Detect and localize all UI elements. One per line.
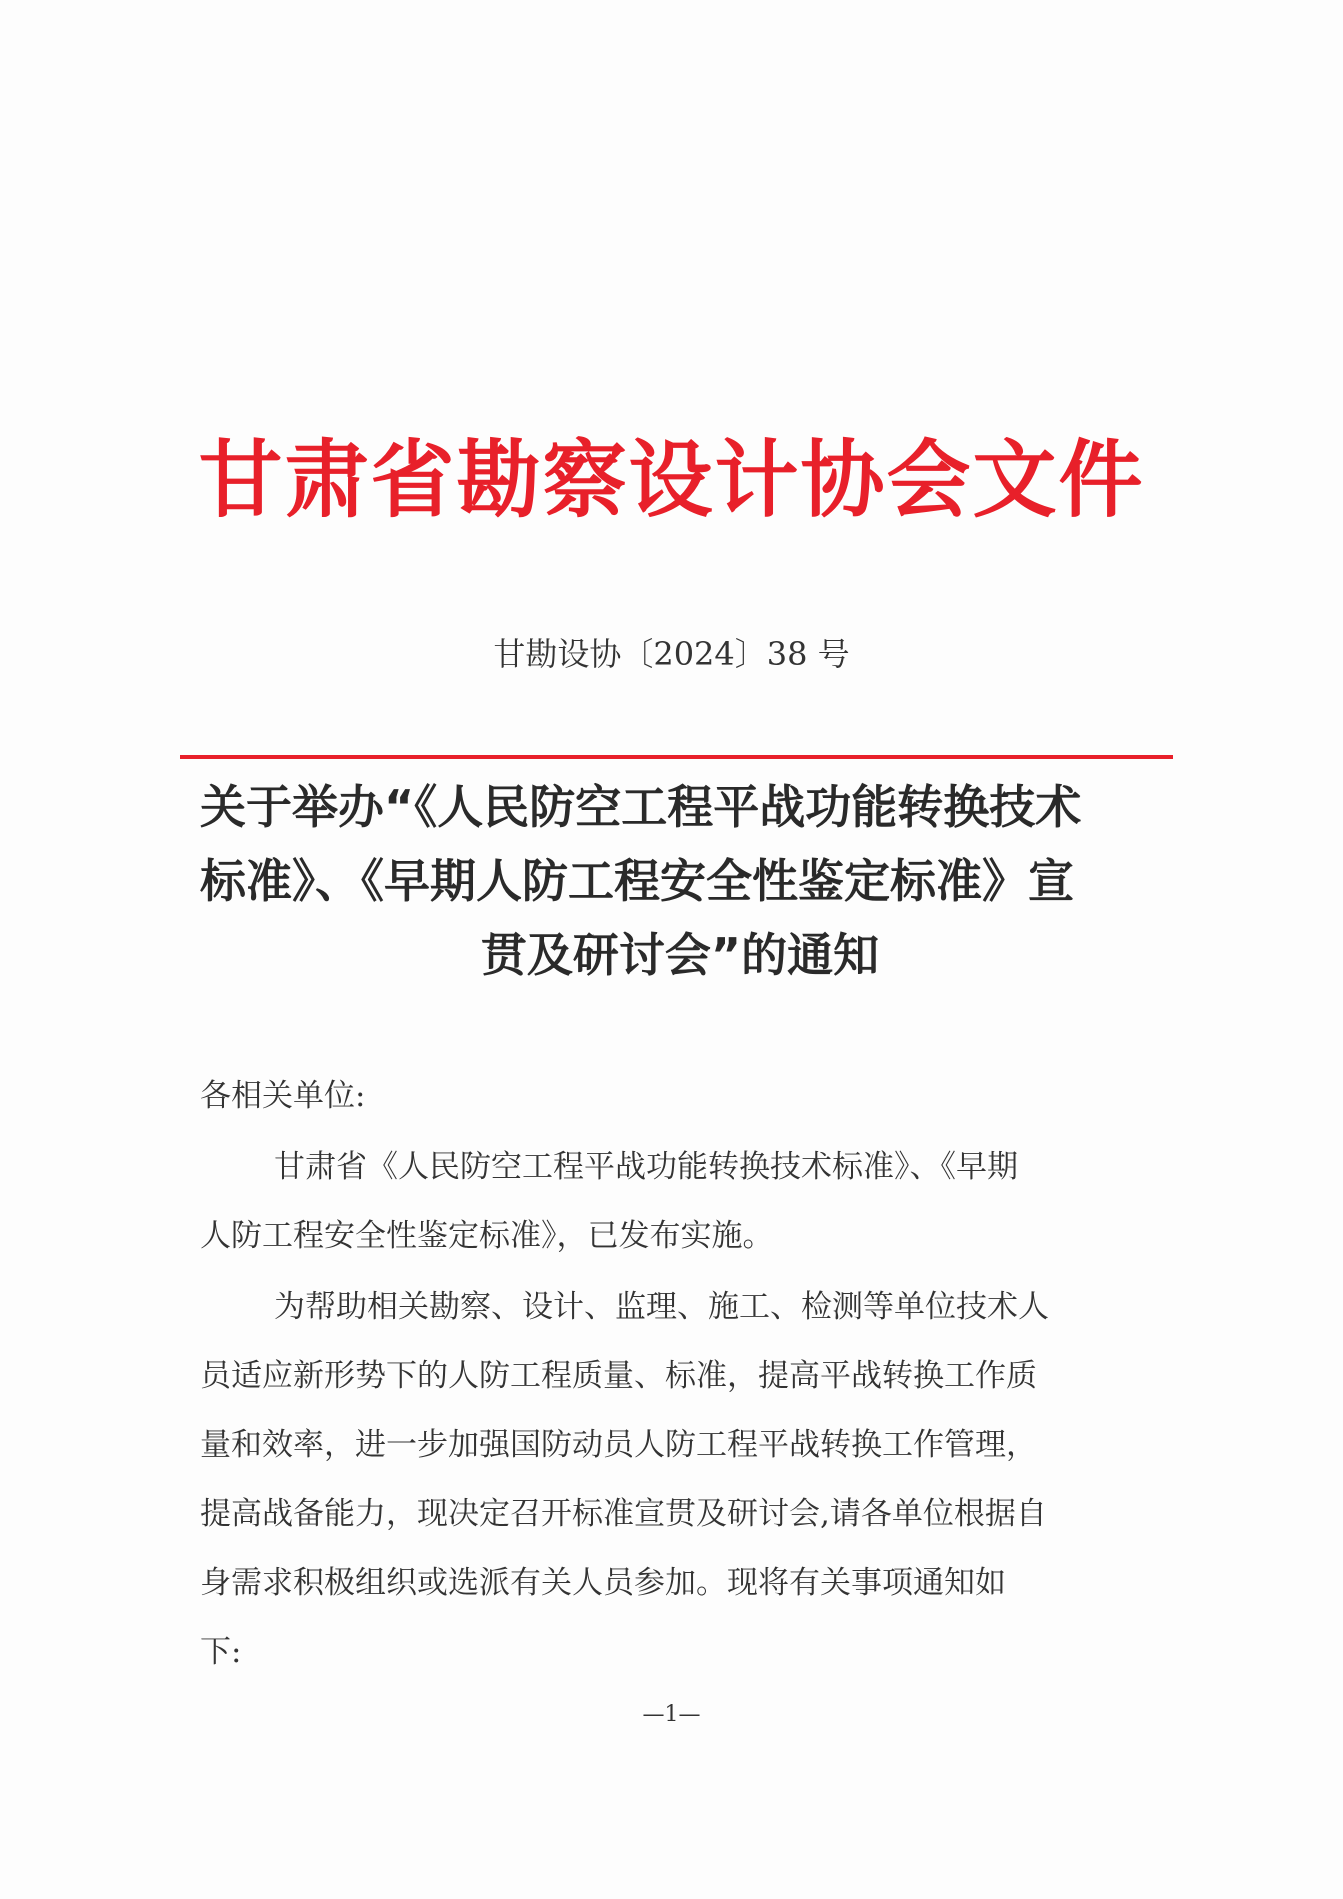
masthead-title: 甘肃省勘察设计协会文件 [198,430,1145,529]
red-divider-line [180,755,1173,759]
title-line: 关于举办“《人民防空工程平战功能转换技术 [200,780,1082,834]
paragraph-1-line: 人防工程安全性鉴定标准》，已发布实施。 [200,1218,774,1254]
title-line: 贯及研讨会”的通知 [480,928,880,982]
document-number: 甘勘设协〔2024〕38 号 [493,635,850,673]
notice-title [200,770,1160,992]
paragraph-2-line: 提高战备能力，现决定召开标准宣贯及研讨会,请各单位根据自 [200,1496,1047,1532]
paragraph-2-line: 员适应新形势下的人防工程质量、标准，提高平战转换工作质 [200,1358,1037,1394]
page-number: —1— [642,1702,701,1727]
paragraph-2-line: 下: [200,1634,242,1670]
paragraph-2-line: 量和效率，进一步加强国防动员人防工程平战转换工作管理， [200,1427,1037,1463]
paragraph-2-line: 为帮助相关勘察、设计、监理、施工、检测等单位技术人 [274,1289,1049,1325]
paragraph-1-line: 甘肃省《人民防空工程平战功能转换技术标准》、《早期 [274,1149,1018,1185]
notice-body [200,1062,1160,1687]
paragraph-2-line: 身需求积极组织或选派有关人员参加。现将有关事项通知如 [200,1565,1006,1601]
title-line: 标准》、《早期人防工程安全性鉴定标准》宣 [200,854,1074,908]
salutation: 各相关单位: [200,1078,366,1114]
